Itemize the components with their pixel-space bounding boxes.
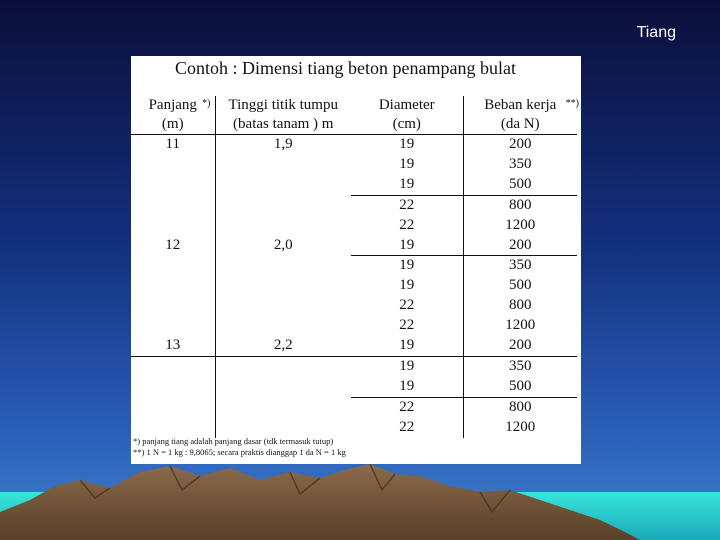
cell-tinggi bbox=[215, 256, 351, 276]
cell-panjang bbox=[131, 397, 215, 417]
header-line1: Panjang bbox=[148, 97, 197, 113]
cell-diameter: 22 bbox=[351, 418, 463, 438]
table-row bbox=[131, 336, 577, 356]
cell-tinggi bbox=[215, 276, 351, 296]
cell-diameter: 19 bbox=[351, 276, 463, 296]
header-line2: (m) bbox=[161, 116, 184, 132]
table-header-row bbox=[131, 96, 577, 135]
footnote-1: *) panjang tiang adalah panjang dasar (tdk termasuk tutup) bbox=[133, 436, 334, 446]
cell-panjang: 11 bbox=[131, 135, 215, 155]
cell-beban: 1200 bbox=[505, 418, 536, 435]
table-row bbox=[131, 155, 577, 175]
cell-beban: 1200 bbox=[505, 216, 536, 233]
table-row bbox=[131, 397, 577, 417]
cell-beban: 350 bbox=[509, 155, 532, 172]
header-beban bbox=[463, 96, 577, 135]
cell-tinggi bbox=[215, 296, 351, 316]
table-row bbox=[131, 175, 577, 195]
table-row bbox=[131, 216, 577, 236]
cell-tinggi: 2,2 bbox=[273, 337, 293, 354]
cell-beban: 800 bbox=[509, 297, 532, 314]
cell-beban: 1200 bbox=[505, 317, 536, 334]
cell-diameter: 19 bbox=[351, 155, 463, 175]
cell-beban: 350 bbox=[463, 256, 577, 276]
table-row bbox=[131, 276, 577, 296]
cell-tinggi bbox=[215, 377, 351, 397]
header-line1: Diameter bbox=[378, 97, 435, 113]
table-row bbox=[131, 377, 577, 397]
cell-panjang bbox=[131, 296, 215, 316]
cell-diameter: 22 bbox=[351, 316, 463, 336]
table-row bbox=[131, 296, 577, 316]
cell-panjang: 12 bbox=[131, 236, 215, 256]
cell-tinggi bbox=[215, 418, 351, 438]
header-line2: (batas tanam ) m bbox=[233, 116, 334, 132]
cell-tinggi: 2,0 bbox=[273, 236, 293, 253]
header-line2: (da N) bbox=[500, 116, 540, 132]
cell-beban: 800 bbox=[463, 397, 577, 417]
document-image bbox=[131, 56, 581, 464]
cell-panjang: 13 bbox=[131, 336, 215, 356]
cell-diameter: 19 bbox=[351, 135, 463, 155]
cell-diameter: 22 bbox=[351, 195, 463, 215]
table-row bbox=[131, 236, 577, 256]
cell-panjang bbox=[131, 276, 215, 296]
cell-beban: 200 bbox=[509, 236, 532, 253]
header-tinggi bbox=[215, 96, 351, 135]
cell-panjang bbox=[131, 175, 215, 195]
table-row bbox=[131, 356, 577, 376]
cell-beban: 500 bbox=[509, 175, 532, 192]
cell-panjang bbox=[131, 356, 215, 376]
header-line1: Beban kerja bbox=[484, 97, 557, 113]
cell-panjang bbox=[131, 155, 215, 175]
cell-diameter: 19 bbox=[351, 256, 463, 276]
cell-diameter: 19 bbox=[351, 236, 463, 256]
dimension-table bbox=[131, 96, 577, 438]
cell-diameter: 19 bbox=[351, 175, 463, 195]
table-row bbox=[131, 418, 577, 438]
cell-tinggi bbox=[215, 155, 351, 175]
header-line2: (cm) bbox=[392, 116, 421, 132]
cell-panjang bbox=[131, 418, 215, 438]
cell-panjang bbox=[131, 216, 215, 236]
cell-diameter: 22 bbox=[351, 296, 463, 316]
cell-beban: 800 bbox=[463, 195, 577, 215]
header-diameter bbox=[351, 96, 463, 135]
cell-diameter: 19 bbox=[351, 377, 463, 397]
cell-tinggi bbox=[215, 316, 351, 336]
cell-panjang bbox=[131, 195, 215, 215]
footnote-mark: **) bbox=[565, 98, 579, 109]
cell-beban: 350 bbox=[463, 356, 577, 376]
cell-tinggi bbox=[215, 397, 351, 417]
cell-beban: 500 bbox=[509, 377, 532, 394]
cell-tinggi: 1,9 bbox=[273, 136, 293, 152]
table-row bbox=[131, 316, 577, 336]
cell-tinggi bbox=[215, 195, 351, 215]
slide-title: Tiang bbox=[636, 24, 676, 41]
cell-tinggi bbox=[215, 175, 351, 195]
cell-panjang bbox=[131, 377, 215, 397]
footnote-mark: *) bbox=[202, 98, 211, 109]
cell-diameter: 22 bbox=[351, 397, 463, 417]
footnotes bbox=[133, 436, 346, 458]
table-row bbox=[131, 195, 577, 215]
document-title: Contoh : Dimensi tiang beton penampang bulat bbox=[175, 58, 516, 78]
cell-tinggi bbox=[215, 356, 351, 376]
header-line1: Tinggi titik tumpu bbox=[228, 97, 338, 113]
cell-tinggi bbox=[215, 216, 351, 236]
cell-diameter: 22 bbox=[351, 216, 463, 236]
table-row bbox=[131, 135, 577, 155]
footnote-2: **) 1 N = 1 kg : 9,8065; secara praktis dianggap 1 da N = 1 kg bbox=[133, 447, 346, 457]
cell-beban: 500 bbox=[509, 277, 532, 294]
header-panjang bbox=[131, 96, 215, 135]
cell-beban: 200 bbox=[509, 136, 532, 152]
cell-panjang bbox=[131, 256, 215, 276]
cell-diameter: 19 bbox=[351, 356, 463, 376]
table-row bbox=[131, 256, 577, 276]
cell-diameter: 19 bbox=[351, 336, 463, 356]
cell-beban: 200 bbox=[509, 337, 532, 354]
cell-panjang bbox=[131, 316, 215, 336]
